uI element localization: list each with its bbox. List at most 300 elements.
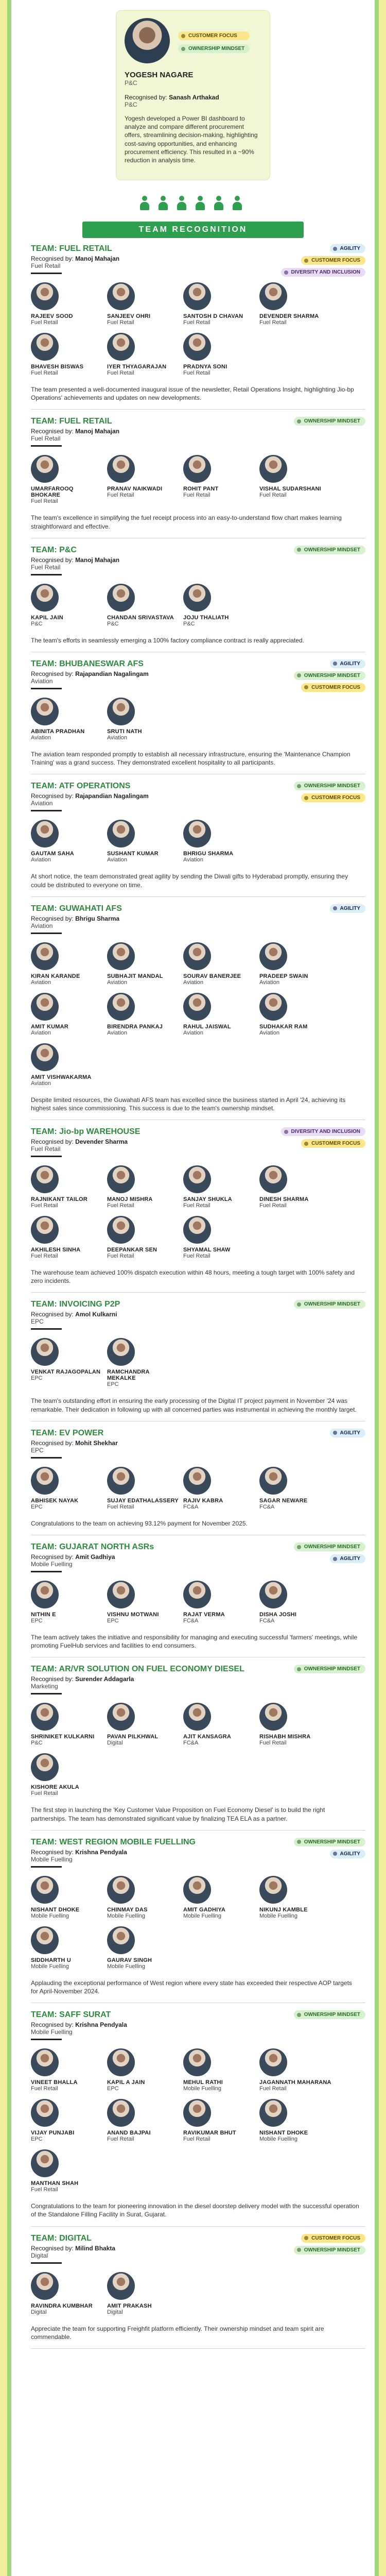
team-member [107, 455, 179, 504]
recognition-text: Appreciate the team for supporting Freighfit platform efficiently. Their ownership mindset and team spirit are commendable. [31, 2325, 324, 2341]
team-member [107, 1338, 179, 1387]
divider [31, 1328, 62, 1330]
avatar [31, 2048, 59, 2076]
team-title: TEAM: DIGITAL [31, 2233, 92, 2243]
team-member [107, 993, 179, 1036]
recognized-by: Recognised by: Milind Bhakta [31, 2244, 116, 2252]
individual-recognition-card [116, 10, 270, 180]
value-badges [294, 417, 365, 426]
divider [31, 1866, 62, 1868]
recognizer-dept: P&C [125, 101, 137, 108]
avatar [31, 1467, 59, 1495]
member-dept: Fuel Retail [31, 1253, 58, 1260]
avatar [31, 1753, 59, 1781]
team-member [107, 1926, 179, 1970]
team-member [107, 820, 179, 863]
team-title: TEAM: BHUBANESWAR AFS [31, 659, 144, 668]
member-name: ROHIT PANT [183, 486, 219, 493]
member-name: AMIT GADHIYA [183, 1906, 226, 1913]
recognizer-dept: Aviation [31, 677, 53, 685]
divider [31, 1156, 62, 1157]
avatar [107, 282, 135, 310]
avatar [31, 1216, 59, 1244]
team-member [31, 2149, 103, 2193]
section-banner: TEAM RECOGNITION [82, 222, 304, 238]
member-name: AKHILESH SINHA [31, 1247, 81, 1253]
member-dept: Fuel Retail [31, 370, 58, 376]
team-member [107, 282, 179, 326]
value-badges [294, 1838, 365, 1858]
recognizer-dept: Aviation [31, 922, 53, 929]
member-dept: EPC [31, 1503, 43, 1510]
team-member [183, 584, 255, 627]
member-name: BIRENDRA PANKAJ [107, 1023, 163, 1030]
avatar [107, 2048, 135, 2076]
recognizer-dept: Fuel Retail [31, 1145, 61, 1153]
team-member [31, 282, 103, 326]
avatar [31, 942, 59, 970]
divider [31, 1457, 62, 1459]
divider [31, 1571, 62, 1572]
team-member [31, 1926, 103, 1970]
avatar [183, 455, 211, 483]
avatar [107, 2272, 135, 2300]
member-name: SIDDHARTH U [31, 1957, 71, 1963]
member-name: PRANAV NAIKWADI [107, 486, 163, 493]
team-member [107, 1467, 179, 1510]
recipient-photo [125, 18, 170, 63]
member-dept: Aviation [183, 979, 203, 986]
value-badges [281, 244, 365, 277]
member-dept: Fuel Retail [183, 1202, 210, 1209]
team-member [183, 455, 255, 504]
team-member [183, 942, 255, 986]
team-member [107, 2272, 179, 2315]
avatar [31, 1876, 59, 1904]
team-title: TEAM: Jio-bp WAREHOUSE [31, 1127, 141, 1137]
avatar [31, 820, 59, 848]
team-members [31, 1876, 365, 1977]
team-title: TEAM: FUEL RETAIL [31, 417, 112, 426]
team-section [31, 2003, 365, 2226]
avatar [31, 1338, 59, 1366]
team-section [31, 538, 365, 652]
recognizer-dept: Fuel Retail [31, 563, 61, 571]
person-icon [157, 196, 169, 211]
team-member [107, 1876, 179, 1919]
member-dept: Fuel Retail [31, 319, 58, 326]
member-name: VINEET BHALLA [31, 2079, 78, 2086]
member-dept: P&C [107, 620, 119, 627]
team-member [259, 1876, 331, 1919]
avatar [107, 333, 135, 361]
member-name: RAVINDRA KUMBHAR [31, 2302, 93, 2309]
member-dept: Aviation [107, 1029, 127, 1036]
value-badges [330, 904, 365, 913]
member-name: MEHUL RATHI [183, 2079, 223, 2086]
member-dept: Fuel Retail [183, 370, 210, 376]
recognized-by: Recognised by: Manoj Mahajan [31, 428, 120, 435]
recognized-by: Recognised by: Amol Kulkarni [31, 1311, 117, 1318]
avatar [183, 2048, 211, 2076]
team-member [259, 2048, 331, 2092]
recognizer-dept: Mobile Fuelling [31, 2028, 73, 2036]
member-dept: Fuel Retail [107, 2136, 134, 2143]
recognition-text: The team's excellence in simplifying the fuel receipt process into an easy-to-understand flow chart makes learning straightforward and effective. [31, 514, 342, 530]
value-badges [294, 2234, 365, 2255]
member-name: RISHABH MISHRA [259, 1734, 311, 1740]
recognizer-dept: Aviation [31, 800, 53, 807]
avatar [259, 1165, 287, 1193]
member-name: JAGANNATH MAHARANA [259, 2079, 331, 2086]
member-name: KAPIL JAIN [31, 614, 63, 621]
member-dept: Fuel Retail [31, 1202, 58, 1209]
member-dept: P&C [31, 1740, 43, 1747]
member-name: SUJAY EDATHALASSERY [107, 1497, 179, 1504]
member-dept: Fuel Retail [31, 2187, 58, 2193]
value-badge: OWNERSHIP MINDSET [294, 417, 365, 426]
team-section [31, 1293, 365, 1421]
team-member [183, 333, 255, 376]
recognized-by: Recognised by: Rajapandian Nagalingam [31, 792, 149, 800]
divider [31, 273, 62, 274]
avatar [31, 455, 59, 483]
recognition-description: Yogesh developed a Power BI dashboard to analyze and compare different procurement offers, streamlining decision-making, highlighting cost-saving opportunities, and enhancing procurement efficiency. This resulted in a ~90% reduction in analysis time. [125, 115, 258, 164]
member-name: IYER THYAGARAJAN [107, 364, 167, 370]
member-name: RAJIV KABRA [183, 1497, 223, 1504]
recognized-by: Recognised by: Mohit Shekhar [31, 1439, 118, 1447]
value-badges [294, 546, 365, 554]
team-section [31, 1120, 365, 1293]
avatar [183, 1581, 211, 1608]
avatar [259, 455, 287, 483]
recipient-name: YOGESH NAGARE [125, 71, 194, 79]
team-members [31, 584, 365, 634]
avatar [107, 1338, 135, 1366]
avatar [31, 584, 59, 612]
divider [31, 1693, 62, 1694]
member-name: KIRAN KARANDE [31, 973, 80, 979]
avatar [259, 2099, 287, 2127]
team-members [31, 820, 365, 870]
team-member [31, 1043, 103, 1087]
member-name: NITHIN E [31, 1612, 56, 1618]
team-member [183, 1467, 255, 1510]
avatar [107, 1581, 135, 1608]
value-badge: OWNERSHIP MINDSET [294, 671, 365, 680]
team-member [31, 1467, 103, 1510]
avatar [107, 455, 135, 483]
avatar [183, 993, 211, 1021]
member-name: RAVIKUMAR BHUT [183, 2130, 236, 2137]
member-dept: FC&A [183, 1740, 199, 1747]
person-icon [195, 196, 206, 211]
recognized-by: Recognised by: Bhrigu Sharma [31, 914, 120, 922]
team-title: TEAM: GUJARAT NORTH ASRs [31, 1543, 154, 1551]
member-name: MANOJ MISHRA [107, 1196, 153, 1203]
avatar [259, 1703, 287, 1731]
member-dept: Mobile Fuelling [107, 1912, 145, 1919]
divider [31, 933, 62, 934]
recognition-text: The team's outstanding effort in ensuring the early processing of the Digital IT project payment in November '24 was remarkable. Their dedication in following up with all concerned parties was instrumental in achieving the monthly target. [31, 1397, 357, 1413]
team-member [31, 1581, 103, 1624]
recognizer-dept: Marketing [31, 1683, 58, 1690]
avatar [183, 1703, 211, 1731]
member-name: ABHISEK NAYAK [31, 1497, 79, 1504]
member-dept: Fuel Retail [259, 1202, 287, 1209]
member-dept: EPC [31, 1375, 43, 1382]
team-member [107, 1581, 179, 1624]
recognizer-dept: EPC [31, 1318, 44, 1326]
recognition-text: The warehouse team achieved 100% dispatch execution within 48 hours, meeting a tough target with 100% safety and zero incidents. [31, 1269, 355, 1285]
right-accent-bar [375, 0, 379, 2576]
avatar [183, 282, 211, 310]
person-icon [176, 196, 187, 211]
team-member [259, 1467, 331, 1510]
team-members [31, 2048, 365, 2200]
avatar [107, 1876, 135, 1904]
value-badge: OWNERSHIP MINDSET [294, 2246, 365, 2255]
team-members [31, 2272, 365, 2323]
member-name: JOJU THALIATH [183, 614, 229, 621]
divider [31, 2039, 62, 2040]
value-badges [294, 2010, 365, 2019]
team-member [183, 1703, 255, 1746]
team-section [31, 897, 365, 1120]
avatar [259, 942, 287, 970]
recognizer-dept: EPC [31, 1446, 44, 1454]
team-member [183, 1876, 255, 1919]
member-dept: Aviation [107, 734, 127, 741]
recognizer-dept: Digital [31, 2251, 48, 2259]
team-member [259, 942, 331, 986]
avatar [31, 1926, 59, 1954]
value-badges [294, 1543, 365, 1563]
member-dept: P&C [183, 620, 195, 627]
avatar [107, 584, 135, 612]
team-title: TEAM: SAFF SURAT [31, 2010, 111, 2020]
team-section [31, 410, 365, 538]
value-badge: OWNERSHIP MINDSET [294, 2010, 365, 2019]
recognized-by: Recognised by: Krishna Pendyala [31, 1848, 127, 1856]
member-dept: Fuel Retail [259, 492, 287, 499]
member-name: SRUTI NATH [107, 728, 142, 735]
member-name: VISHAL SUDARSHANI [259, 486, 321, 493]
team-title: TEAM: FUEL RETAIL [31, 244, 112, 253]
member-dept: Aviation [31, 979, 51, 986]
member-name: VENKAT RAJAGOPALAN [31, 1369, 101, 1376]
value-badge: OWNERSHIP MINDSET [294, 1300, 365, 1309]
team-member [31, 584, 103, 627]
avatar [259, 282, 287, 310]
team-member [259, 1703, 331, 1746]
divider [31, 445, 62, 447]
recognizer-dept: Mobile Fuelling [31, 1855, 73, 1863]
team-members [31, 1338, 365, 1395]
avatar [31, 1581, 59, 1608]
team-member [31, 1338, 103, 1387]
avatar [107, 1216, 135, 1244]
member-name: ABINITA PRADHAN [31, 728, 85, 735]
member-dept: Mobile Fuelling [259, 1912, 297, 1919]
avatar [183, 942, 211, 970]
member-name: SANJAY SHUKLA [183, 1196, 232, 1203]
member-dept: Aviation [259, 1029, 279, 1036]
avatar [31, 698, 59, 725]
member-dept: P&C [31, 620, 43, 627]
person-icon [139, 196, 150, 211]
value-badge: AGILITY [330, 1554, 365, 1563]
team-member [107, 333, 179, 376]
avatar [259, 1876, 287, 1904]
value-badge: AGILITY [330, 244, 365, 253]
member-name: SANJEEV OHRI [107, 313, 151, 319]
member-name: RAJAT VERMA [183, 1612, 225, 1618]
team-section [31, 1657, 365, 1830]
avatar [107, 820, 135, 848]
recognizer-dept: Mobile Fuelling [31, 1561, 73, 1568]
member-name: MANTHAN SHAH [31, 2180, 79, 2187]
team-members [31, 455, 365, 512]
avatar [107, 698, 135, 725]
member-name: DEEPANKAR SEN [107, 1247, 157, 1253]
avatar [31, 1165, 59, 1193]
team-member [31, 1165, 103, 1209]
avatar [183, 1876, 211, 1904]
member-dept: Aviation [183, 857, 203, 863]
member-dept: Aviation [31, 734, 51, 741]
recipient-dept: P&C [125, 79, 137, 87]
team-member [107, 1165, 179, 1209]
avatar [183, 2099, 211, 2127]
value-badges [294, 1665, 365, 1673]
member-name: KAPIL A JAIN [107, 2079, 145, 2086]
avatar [259, 1467, 287, 1495]
recognized-by: Recognised by: Manoj Mahajan [31, 556, 120, 564]
member-dept: Mobile Fuelling [183, 1912, 221, 1919]
recognizer-dept: Fuel Retail [31, 435, 61, 443]
team-member [31, 2272, 103, 2315]
avatar [107, 993, 135, 1021]
member-name: SAGAR NEWARE [259, 1497, 308, 1504]
avatar [31, 1703, 59, 1731]
member-name: BHAVESH BISWAS [31, 364, 84, 370]
member-name: SHRINIKET KULKARNI [31, 1734, 95, 1740]
team-member [183, 1581, 255, 1624]
value-badge: AGILITY [330, 659, 365, 668]
team-member [107, 2099, 179, 2142]
avatar [31, 2149, 59, 2177]
avatar [31, 333, 59, 361]
member-dept: EPC [31, 2136, 43, 2143]
avatar [107, 1467, 135, 1495]
member-name: RAMCHANDRA MEKALKE [107, 1369, 150, 1382]
team-members [31, 698, 365, 748]
member-dept: Aviation [259, 979, 279, 986]
recognition-text: Congratulations to the team for pioneering innovation in the diesel doorstep delivery model with the successful operation of the Standalone Filling Facility in Surat, Gujarat. [31, 2202, 359, 2218]
member-name: UMARFAROOQ BHOKARE [31, 486, 74, 499]
member-dept: Aviation [31, 857, 51, 863]
hero-badges [178, 31, 250, 53]
team-member [259, 455, 331, 504]
team-title: TEAM: AR/VR SOLUTION ON FUEL ECONOMY DIESEL [31, 1665, 244, 1674]
team-member [107, 2048, 179, 2092]
member-name: PRADNYA SONI [183, 364, 227, 370]
team-section [31, 774, 365, 896]
member-name: VISHNU MOTWANI [107, 1612, 159, 1618]
team-member [183, 1216, 255, 1259]
recognizer-dept: Fuel Retail [31, 262, 61, 269]
avatar [31, 993, 59, 1021]
team-section [31, 1831, 365, 2003]
team-section [31, 652, 365, 774]
team-member [107, 698, 179, 741]
team-member [183, 1165, 255, 1209]
avatar [31, 2099, 59, 2127]
avatar [183, 1467, 211, 1495]
member-dept: Fuel Retail [107, 1503, 134, 1510]
ownership-mindset-badge: OWNERSHIP MINDSET [178, 44, 250, 53]
team-member [31, 820, 103, 863]
member-name: NIKUNJ KAMBLE [259, 1906, 308, 1913]
member-dept: Fuel Retail [183, 2136, 210, 2143]
avatar [107, 1165, 135, 1193]
team-sections [31, 237, 365, 2349]
member-name: AJIT KANSAGRA [183, 1734, 232, 1740]
member-dept: Fuel Retail [107, 1202, 134, 1209]
value-badges [281, 1127, 365, 1148]
member-dept: Fuel Retail [31, 1790, 58, 1797]
recognition-text: The team's efforts in seamlessly emerging a 100% factory compliance contract is really appreciated. [31, 636, 304, 644]
people-icons [82, 196, 304, 218]
value-badge: CUSTOMER FOCUS [301, 2234, 365, 2243]
team-member [259, 1165, 331, 1209]
value-badge: OWNERSHIP MINDSET [294, 782, 365, 790]
team-member [183, 993, 255, 1036]
avatar [183, 584, 211, 612]
person-icon [213, 196, 224, 211]
member-dept: Fuel Retail [259, 1740, 287, 1747]
member-name: GAURAV SINGH [107, 1957, 152, 1963]
member-name: AMIT VISHWAKARMA [31, 1074, 92, 1080]
member-name: SUSHANT KUMAR [107, 851, 159, 857]
recognition-text: The team actively takes the initiative and responsibility for managing and executing successful 'farmers' meetings, while promoting FuelHub services and facilities to end consumers. [31, 1634, 358, 1650]
member-dept: Fuel Retail [183, 1253, 210, 1260]
value-badge: OWNERSHIP MINDSET [294, 1838, 365, 1846]
member-dept: Aviation [31, 1029, 51, 1036]
value-badge: CUSTOMER FOCUS [301, 793, 365, 802]
recognition-text: Despite limited resources, the Guwahati AFS team has excelled since the business started in April '24, achieving its highest sales since commissioning. This success is due to the team's ownership mindset. [31, 1096, 346, 1112]
team-members [31, 1165, 365, 1266]
value-badge: AGILITY [330, 1850, 365, 1858]
team-member [31, 1876, 103, 1919]
team-section [31, 237, 365, 410]
member-name: DEVENDER SHARMA [259, 313, 319, 319]
value-badge: CUSTOMER FOCUS [301, 1139, 365, 1148]
avatar [107, 2099, 135, 2127]
avatar [259, 1581, 287, 1608]
team-section [31, 1421, 365, 1535]
divider [31, 688, 62, 689]
value-badge: OWNERSHIP MINDSET [294, 1543, 365, 1551]
member-name: NISHANT DHOKE [31, 1906, 80, 1913]
team-member [107, 942, 179, 986]
member-name: PRADEEP SWAIN [259, 973, 308, 979]
recognition-text: At short notice, the team demonstrated great agility by sending the Diwali gifts to Hyderabad promptly, ensuring they could be distributed to everyone on time. [31, 873, 348, 889]
avatar [259, 993, 287, 1021]
member-name: VIJAY PUNJABI [31, 2130, 75, 2137]
member-dept: Mobile Fuelling [183, 2086, 221, 2092]
